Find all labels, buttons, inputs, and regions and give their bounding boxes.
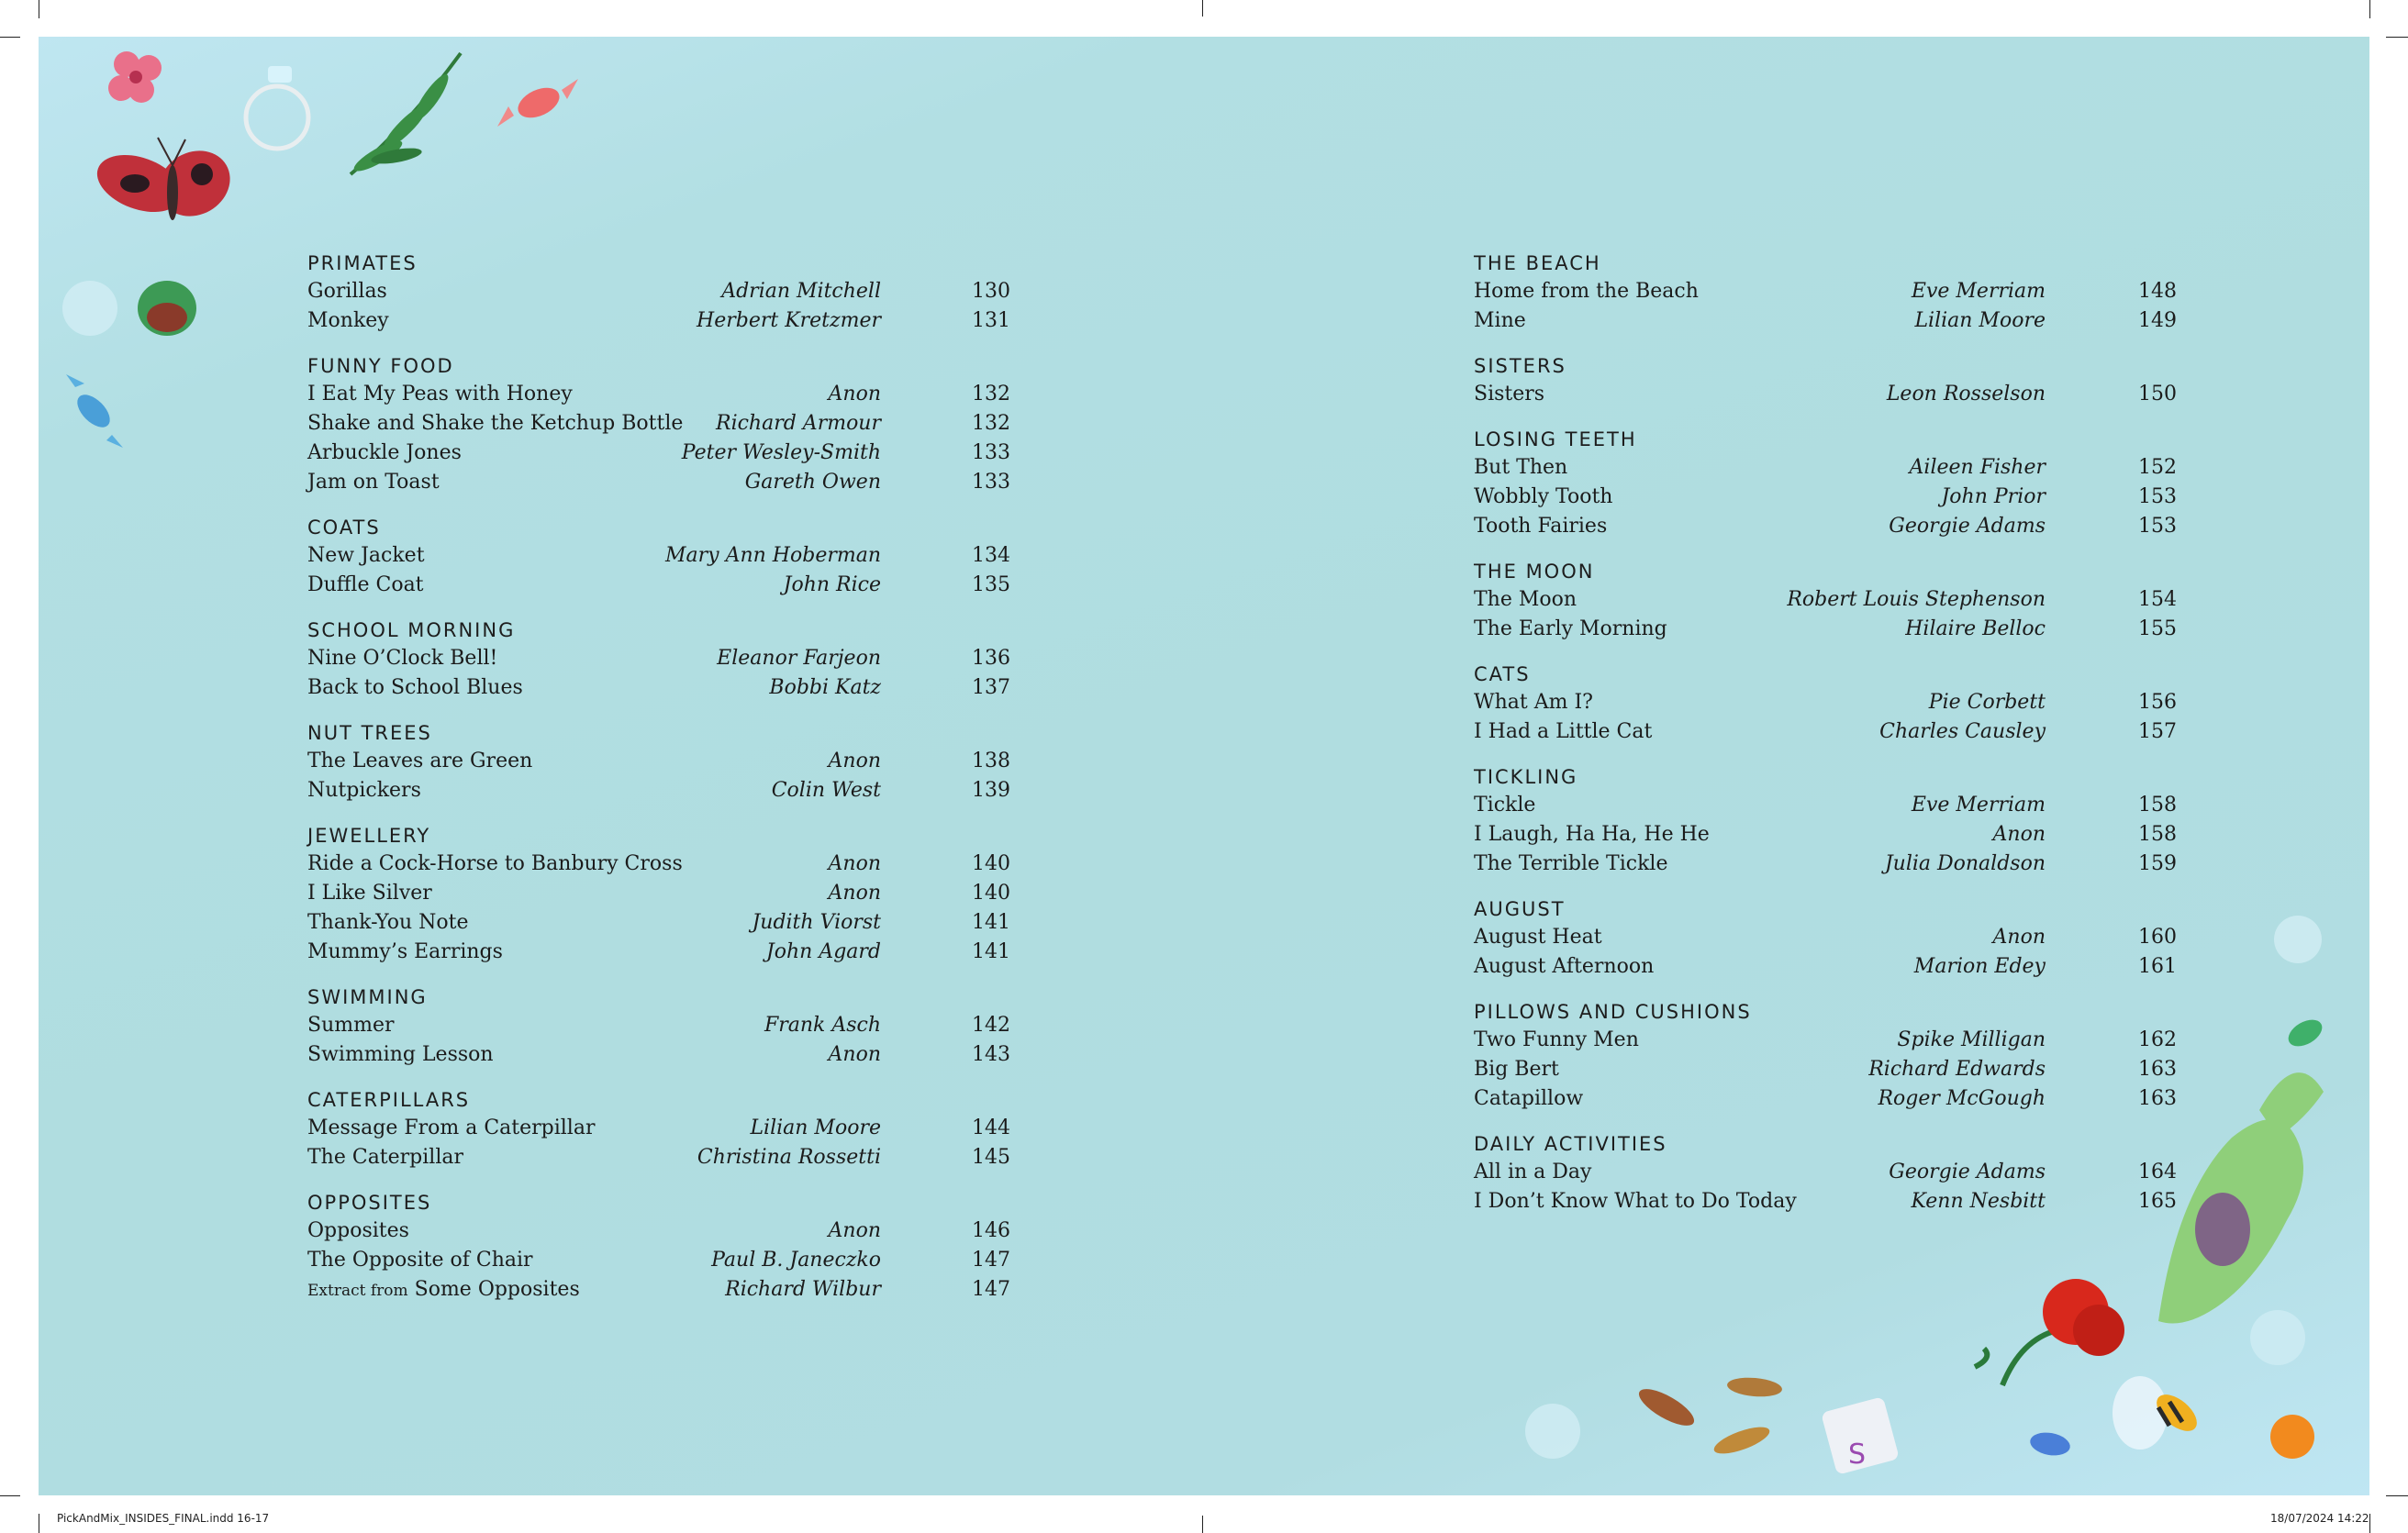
poem-title: I Laugh, Ha Ha, He He bbox=[1474, 823, 1710, 846]
section-title: DAILY ACTIVITIES bbox=[1474, 1133, 1667, 1155]
poem-author: Robert Louis Stephenson bbox=[1787, 588, 2046, 611]
svg-text:S: S bbox=[1848, 1439, 1867, 1471]
dinosaur-toy-icon bbox=[2158, 1072, 2324, 1323]
poem-author: Richard Edwards bbox=[1868, 1058, 2046, 1081]
toc-section bbox=[1474, 763, 2177, 879]
crop-mark bbox=[0, 37, 20, 38]
poem-title: I Eat My Peas with Honey bbox=[307, 383, 573, 405]
candy-icon bbox=[66, 374, 123, 448]
page-number: 153 bbox=[2138, 485, 2177, 508]
toc-entry bbox=[1474, 1026, 2177, 1055]
poem-author: Lilian Moore bbox=[750, 1116, 881, 1139]
toc-section bbox=[1474, 1130, 2177, 1216]
toc-entry bbox=[307, 908, 1010, 938]
poem-title: Two Funny Men bbox=[1474, 1028, 1639, 1051]
extract-prefix: Extract from bbox=[307, 1282, 408, 1300]
poem-author: Eve Merriam bbox=[1911, 280, 2046, 303]
page-number: 145 bbox=[972, 1146, 1010, 1169]
toc-section bbox=[307, 719, 1010, 805]
bubble-icon bbox=[2250, 1310, 2305, 1365]
page-number: 140 bbox=[972, 852, 1010, 875]
poem-title: Monkey bbox=[307, 309, 389, 332]
poem-author: Bobbi Katz bbox=[769, 676, 881, 699]
toc-entry bbox=[1474, 380, 2177, 409]
section-title: SCHOOL MORNING bbox=[307, 619, 516, 641]
page-number: 164 bbox=[2138, 1161, 2177, 1183]
toc-entry bbox=[307, 1246, 1010, 1275]
toc-section bbox=[307, 514, 1010, 600]
section-title: THE BEACH bbox=[1474, 252, 1601, 274]
poem-title: August Heat bbox=[1474, 926, 1602, 949]
poem-author: Frank Asch bbox=[764, 1014, 881, 1037]
page-number: 132 bbox=[972, 383, 1010, 405]
poem-title: Opposites bbox=[307, 1219, 409, 1242]
section-title: FUNNY FOOD bbox=[307, 355, 454, 377]
poem-title: Catapillow bbox=[1474, 1087, 1584, 1110]
section-title: OPPOSITES bbox=[307, 1192, 432, 1214]
leaf-icon bbox=[1634, 1375, 1783, 1459]
toc-section bbox=[307, 1086, 1010, 1172]
toc-left-column bbox=[307, 250, 1010, 1321]
toc-entry bbox=[307, 1011, 1010, 1040]
slug-filename: PickAndMix_INSIDES_FINAL.indd 16-17 bbox=[57, 1512, 270, 1525]
poem-title: Summer bbox=[307, 1014, 395, 1037]
toc-entry bbox=[307, 1143, 1010, 1172]
poem-author: Kenn Nesbitt bbox=[1911, 1190, 2046, 1213]
section-title: CATS bbox=[1474, 663, 1531, 685]
section-title: AUGUST bbox=[1474, 898, 1566, 920]
page-number: 132 bbox=[972, 412, 1010, 435]
section-title: COATS bbox=[307, 517, 381, 539]
toc-entry bbox=[1474, 512, 2177, 541]
toc-section bbox=[307, 250, 1010, 336]
toc-entry bbox=[1474, 483, 2177, 512]
toc-entry bbox=[307, 306, 1010, 336]
poem-author: Lilian Moore bbox=[1914, 309, 2046, 332]
section-title: CATERPILLARS bbox=[307, 1089, 471, 1111]
page-number: 165 bbox=[2138, 1190, 2177, 1213]
poem-author: Julia Donaldson bbox=[1884, 852, 2046, 875]
toc-entry bbox=[1474, 1084, 2177, 1114]
toc-section bbox=[1474, 895, 2177, 982]
poem-title: Duffle Coat bbox=[307, 573, 424, 596]
toc-section bbox=[307, 352, 1010, 497]
poem-author: Hilaire Belloc bbox=[1905, 617, 2046, 640]
poem-title: I Like Silver bbox=[307, 882, 432, 905]
poem-author: Anon bbox=[828, 383, 881, 405]
toc-entry bbox=[1474, 585, 2177, 615]
toc-entry bbox=[307, 571, 1010, 600]
bubble-icon bbox=[62, 281, 117, 336]
toc-section bbox=[307, 983, 1010, 1070]
section-title: NUT TREES bbox=[307, 722, 432, 744]
toc-entry bbox=[307, 468, 1010, 497]
butterfly-icon bbox=[89, 138, 241, 228]
poem-title: Home from the Beach bbox=[1474, 280, 1699, 303]
toc-entry bbox=[1474, 306, 2177, 336]
bubble-icon bbox=[1525, 1404, 1580, 1459]
poem-title: Gorillas bbox=[307, 280, 387, 303]
page-number: 134 bbox=[972, 544, 1010, 567]
poem-author: Adrian Mitchell bbox=[721, 280, 881, 303]
orange-ball-icon bbox=[2270, 1415, 2314, 1459]
poem-author: Peter Wesley-Smith bbox=[681, 441, 881, 464]
poem-author: Charles Causley bbox=[1879, 720, 2046, 743]
poem-title: The Opposite of Chair bbox=[307, 1249, 533, 1272]
poem-author: Paul B. Janeczko bbox=[711, 1249, 881, 1272]
poem-author: Marion Edey bbox=[1913, 955, 2046, 978]
page-number: 143 bbox=[972, 1043, 1010, 1066]
page-number: 139 bbox=[972, 779, 1010, 802]
candy-icon bbox=[2028, 1429, 2071, 1458]
poem-title: The Early Morning bbox=[1474, 617, 1667, 640]
poem-author: Spike Milligan bbox=[1897, 1028, 2046, 1051]
toc-section bbox=[307, 617, 1010, 703]
toc-entry bbox=[307, 439, 1010, 468]
crop-mark bbox=[2386, 1495, 2408, 1496]
page-number: 136 bbox=[972, 647, 1010, 670]
poem-author: Georgie Adams bbox=[1889, 1161, 2046, 1183]
poem-author: Christina Rossetti bbox=[697, 1146, 881, 1169]
section-title: JEWELLERY bbox=[307, 825, 431, 847]
poem-title: New Jacket bbox=[307, 544, 425, 567]
toc-entry bbox=[307, 409, 1010, 439]
toc-entry bbox=[307, 938, 1010, 967]
poem-author: Roger McGough bbox=[1878, 1087, 2046, 1110]
poem-author: Anon bbox=[1992, 926, 2046, 949]
page-number: 158 bbox=[2138, 823, 2177, 846]
poem-title: All in a Day bbox=[1474, 1161, 1592, 1183]
poem-author: Eve Merriam bbox=[1911, 794, 2046, 816]
poem-author: Anon bbox=[828, 1043, 881, 1066]
bubble-icon bbox=[2274, 916, 2322, 963]
page-number: 154 bbox=[2138, 588, 2177, 611]
page-number: 162 bbox=[2138, 1028, 2177, 1051]
page-number: 141 bbox=[972, 940, 1010, 963]
poem-author: Gareth Owen bbox=[744, 471, 881, 494]
page-number: 135 bbox=[972, 573, 1010, 596]
page-number: 130 bbox=[972, 280, 1010, 303]
crop-mark bbox=[1202, 1516, 1203, 1533]
toc-entry bbox=[1474, 717, 2177, 747]
ring-icon bbox=[246, 66, 308, 149]
toc-right-column bbox=[1474, 250, 2177, 1233]
leaf-branch-icon bbox=[351, 53, 461, 176]
page-number: 153 bbox=[2138, 515, 2177, 538]
page-number: 131 bbox=[972, 309, 1010, 332]
toc-entry bbox=[307, 747, 1010, 776]
slug-datetime: 18/07/2024 14:22 bbox=[2270, 1512, 2369, 1525]
poem-title: Thank-You Note bbox=[307, 911, 469, 934]
poem-title: Message From a Caterpillar bbox=[307, 1116, 596, 1139]
toc-entry bbox=[1474, 688, 2177, 717]
page-number: 148 bbox=[2138, 280, 2177, 303]
toc-entry bbox=[307, 541, 1010, 571]
page-number: 155 bbox=[2138, 617, 2177, 640]
toc-entry bbox=[1474, 820, 2177, 850]
page-number: 163 bbox=[2138, 1087, 2177, 1110]
section-title: PILLOWS AND CUSHIONS bbox=[1474, 1001, 1752, 1023]
toc-section bbox=[1474, 250, 2177, 336]
page-number: 157 bbox=[2138, 720, 2177, 743]
toc-entry bbox=[307, 673, 1010, 703]
page-number: 150 bbox=[2138, 383, 2177, 405]
toc-section bbox=[1474, 426, 2177, 541]
page-number: 133 bbox=[972, 471, 1010, 494]
crop-mark bbox=[1202, 0, 1203, 17]
toc-entry bbox=[307, 1114, 1010, 1143]
poem-title: The Caterpillar bbox=[307, 1146, 464, 1169]
toc-entry bbox=[1474, 1187, 2177, 1216]
page-number: 152 bbox=[2138, 456, 2177, 479]
poem-title: What Am I? bbox=[1474, 691, 1593, 714]
cupcake-icon bbox=[138, 281, 196, 336]
poem-title: I Don’t Know What to Do Today bbox=[1474, 1190, 1797, 1213]
page-number: 142 bbox=[972, 1014, 1010, 1037]
poem-title: Tickle bbox=[1474, 794, 1536, 816]
toc-entry bbox=[307, 1216, 1010, 1246]
poem-author: Anon bbox=[1992, 823, 2046, 846]
poem-author: Richard Armour bbox=[716, 412, 881, 435]
page-number: 137 bbox=[972, 676, 1010, 699]
toc-entry bbox=[1474, 277, 2177, 306]
poem-title: Sisters bbox=[1474, 383, 1545, 405]
poem-author: Judith Viorst bbox=[752, 911, 881, 934]
page-number: 163 bbox=[2138, 1058, 2177, 1081]
poem-author: Leon Rosselson bbox=[1886, 383, 2046, 405]
toc-entry bbox=[1474, 615, 2177, 644]
toc-entry bbox=[307, 380, 1010, 409]
page-number: 160 bbox=[2138, 926, 2177, 949]
crop-mark bbox=[2386, 37, 2408, 38]
toc-entry bbox=[307, 1040, 1010, 1070]
page-number: 141 bbox=[972, 911, 1010, 934]
toc-entry bbox=[307, 277, 1010, 306]
candy-icon bbox=[497, 79, 578, 127]
page-number: 156 bbox=[2138, 691, 2177, 714]
poem-title: Nutpickers bbox=[307, 779, 421, 802]
toc-section bbox=[1474, 661, 2177, 747]
crop-mark bbox=[2369, 0, 2370, 18]
page-number: 133 bbox=[972, 441, 1010, 464]
page-number: 147 bbox=[972, 1249, 1010, 1272]
page-number: 158 bbox=[2138, 794, 2177, 816]
page-number: 138 bbox=[972, 750, 1010, 772]
poem-title: August Afternoon bbox=[1474, 955, 1655, 978]
poem-title: Tooth Fairies bbox=[1474, 515, 1608, 538]
poem-author: Colin West bbox=[771, 779, 881, 802]
poem-title: But Then bbox=[1474, 456, 1568, 479]
poem-author: Richard Wilbur bbox=[725, 1278, 881, 1301]
poem-title: The Leaves are Green bbox=[307, 750, 533, 772]
poem-author: John Agard bbox=[765, 940, 881, 963]
section-title: TICKLING bbox=[1474, 766, 1578, 788]
dice-icon bbox=[1821, 1396, 1900, 1475]
toc-entry bbox=[1474, 850, 2177, 879]
poem-author: Eleanor Farjeon bbox=[717, 647, 881, 670]
toc-entry bbox=[1474, 1055, 2177, 1084]
section-title: LOSING TEETH bbox=[1474, 428, 1637, 450]
poem-title: Arbuckle Jones bbox=[307, 441, 462, 464]
poem-title: Swimming Lesson bbox=[307, 1043, 494, 1066]
toc-entry bbox=[307, 776, 1010, 805]
toc-section bbox=[1474, 998, 2177, 1114]
poem-title-text: Some Opposites bbox=[414, 1278, 580, 1301]
toc-section bbox=[1474, 558, 2177, 644]
toc-section bbox=[307, 822, 1010, 967]
poem-title: Shake and Shake the Ketchup Bottle bbox=[307, 412, 684, 435]
poem-author: Mary Ann Hoberman bbox=[665, 544, 881, 567]
poppy-icon bbox=[1975, 1279, 2124, 1385]
poem-title: I Had a Little Cat bbox=[1474, 720, 1653, 743]
poem-title: The Terrible Tickle bbox=[1474, 852, 1668, 875]
poem-author: Anon bbox=[828, 882, 881, 905]
toc-entry bbox=[1474, 952, 2177, 982]
poem-title: Back to School Blues bbox=[307, 676, 523, 699]
section-title: SWIMMING bbox=[307, 986, 428, 1008]
poem-title: Ride a Cock-Horse to Banbury Cross bbox=[307, 852, 683, 875]
poem-title: Big Bert bbox=[1474, 1058, 1559, 1081]
toc-entry bbox=[307, 850, 1010, 879]
poem-title: Mummy’s Earrings bbox=[307, 940, 503, 963]
poem-author: Anon bbox=[828, 852, 881, 875]
crop-mark bbox=[2369, 1514, 2370, 1533]
toc-entry bbox=[1474, 1158, 2177, 1187]
toc-entry bbox=[307, 644, 1010, 673]
page-number: 146 bbox=[972, 1219, 1010, 1242]
toc-entry bbox=[307, 1275, 1010, 1305]
poem-title: Wobbly Tooth bbox=[1474, 485, 1613, 508]
poem-title: The Moon bbox=[1474, 588, 1577, 611]
poem-author: Georgie Adams bbox=[1889, 515, 2046, 538]
toc-entry bbox=[1474, 923, 2177, 952]
poem-author: Pie Corbett bbox=[1928, 691, 2046, 714]
section-title: THE MOON bbox=[1474, 561, 1595, 583]
poem-author: Anon bbox=[828, 1219, 881, 1242]
toc-entry bbox=[1474, 791, 2177, 820]
section-title: PRIMATES bbox=[307, 252, 418, 274]
page-number: 159 bbox=[2138, 852, 2177, 875]
section-title: SISTERS bbox=[1474, 355, 1566, 377]
page-number: 147 bbox=[972, 1278, 1010, 1301]
candy-icon bbox=[2284, 1015, 2327, 1052]
poem-author: Aileen Fisher bbox=[1909, 456, 2046, 479]
toc-section bbox=[1474, 352, 2177, 409]
page-number: 140 bbox=[972, 882, 1010, 905]
page-number: 149 bbox=[2138, 309, 2177, 332]
toc-entry bbox=[307, 879, 1010, 908]
poem-title: Jam on Toast bbox=[307, 471, 440, 494]
bee-icon bbox=[2113, 1376, 2203, 1450]
poem-author: Herbert Kretzmer bbox=[697, 309, 881, 332]
toc-entry bbox=[1474, 453, 2177, 483]
poem-title: Mine bbox=[1474, 309, 1526, 332]
poem-author: John Rice bbox=[783, 573, 881, 596]
flower-icon bbox=[108, 51, 162, 103]
poem-author: Anon bbox=[828, 750, 881, 772]
page-number: 144 bbox=[972, 1116, 1010, 1139]
page-number: 161 bbox=[2138, 955, 2177, 978]
poem-author: John Prior bbox=[1941, 485, 2046, 508]
poem-title: Nine O’Clock Bell! bbox=[307, 647, 498, 670]
book-spread bbox=[39, 37, 2369, 1495]
crop-mark bbox=[0, 1495, 20, 1496]
toc-section bbox=[307, 1189, 1010, 1305]
